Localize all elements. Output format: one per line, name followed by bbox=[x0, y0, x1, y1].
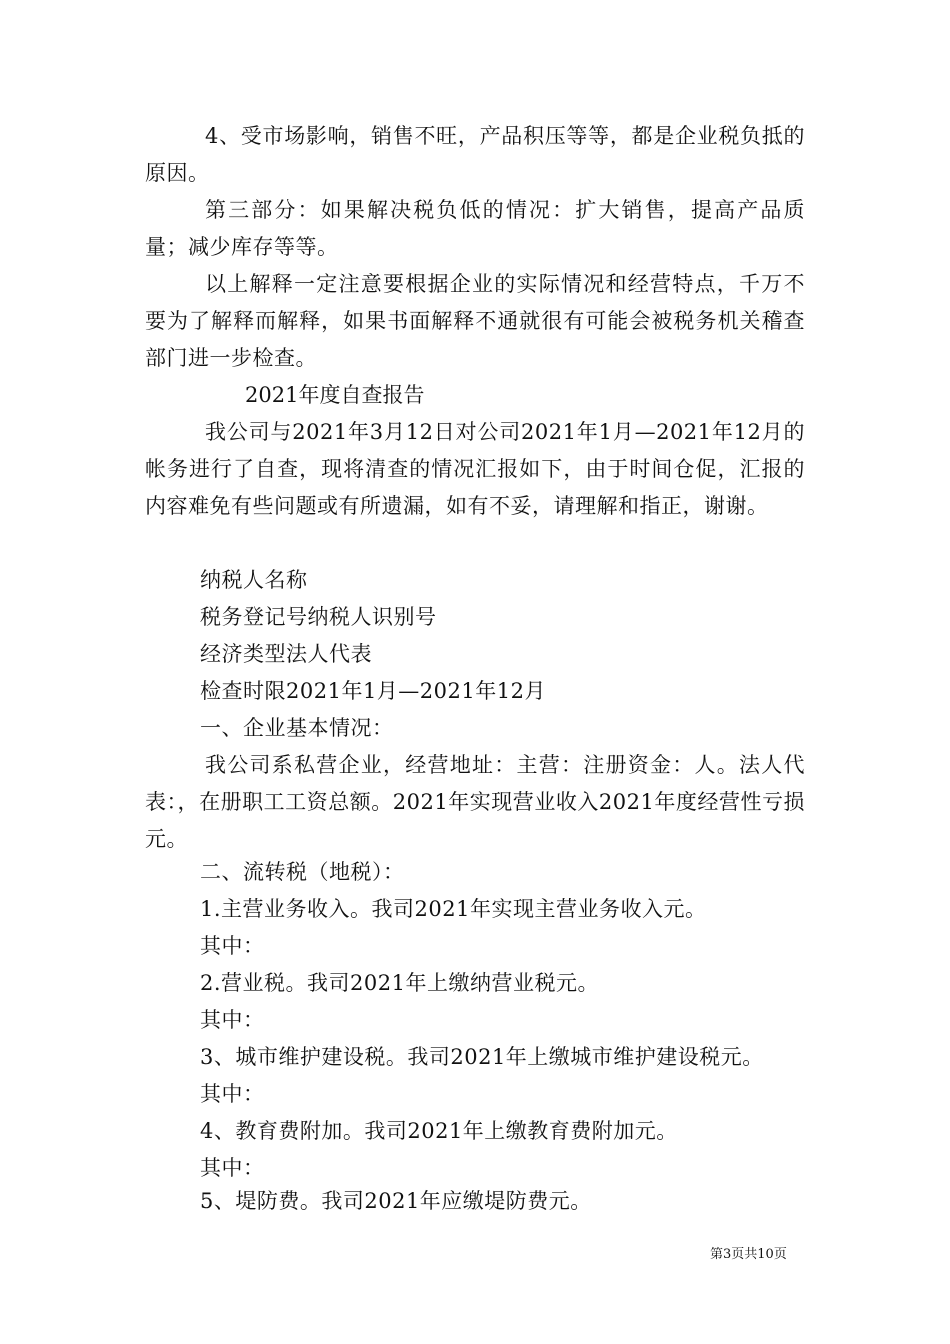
section-heading-turnover-tax: 二、流转税（地税）： bbox=[200, 860, 405, 884]
section-heading-basic: 一、企业基本情况： bbox=[200, 716, 394, 740]
among-line-2: 其中： bbox=[200, 1008, 265, 1032]
taxpayer-name-line: 纳税人名称 bbox=[200, 568, 308, 592]
paragraph-intro: 我公司与2021年3月12日对公司2021年1月—2021年12月的帐务进行了自查，现将清查的情况汇报如下，由于时间仓促，汇报的内容难免有些问题或有所遗漏，如有不妥，请理解和指正，谢谢。 bbox=[145, 420, 805, 518]
economic-type-line: 经济类型法人代表 bbox=[200, 642, 372, 666]
main-revenue-line: 1.主营业务收入。我司2021年实现主营业务收入元。 bbox=[200, 897, 707, 921]
education-surcharge-line: 4、教育费附加。我司2021年上缴教育费附加元。 bbox=[200, 1119, 678, 1143]
inspection-period-line: 检查时限2021年1月—2021年12月 bbox=[200, 679, 546, 703]
paragraph-company-info: 我公司系私营企业，经营地址：主营：注册资金：人。法人代表：，在册职工工资总额。2021年实现营业收入2021年度经营性亏损元。 bbox=[145, 753, 805, 851]
among-line-3: 其中： bbox=[200, 1082, 265, 1106]
urban-construction-tax-line: 3、城市维护建设税。我司2021年上缴城市维护建设税元。 bbox=[200, 1045, 764, 1069]
page-number-footer: 第3页共10页 bbox=[710, 1247, 787, 1262]
paragraph-explanation-note: 以上解释一定注意要根据企业的实际情况和经营特点，千万不要为了解释而解释，如果书面解释不通就很有可能会被税务机关稽查部门进一步检查。 bbox=[145, 272, 805, 370]
tax-registration-line: 税务登记号纳税人识别号 bbox=[200, 605, 437, 629]
among-line-1: 其中： bbox=[200, 934, 265, 958]
paragraph-sales: 4、受市场影响，销售不旺，产品积压等等，都是企业税负抵的原因。 bbox=[145, 124, 805, 185]
among-line-4: 其中： bbox=[200, 1156, 265, 1180]
paragraph-part-three: 第三部分：如果解决税负低的情况：扩大销售，提高产品质量；减少库存等等。 bbox=[145, 198, 805, 259]
business-tax-line: 2.营业税。我司2021年上缴纳营业税元。 bbox=[200, 971, 599, 995]
report-title: 2021年度自查报告 bbox=[245, 383, 425, 407]
embankment-fee-line: 5、堤防费。我司2021年应缴堤防费元。 bbox=[200, 1189, 592, 1213]
